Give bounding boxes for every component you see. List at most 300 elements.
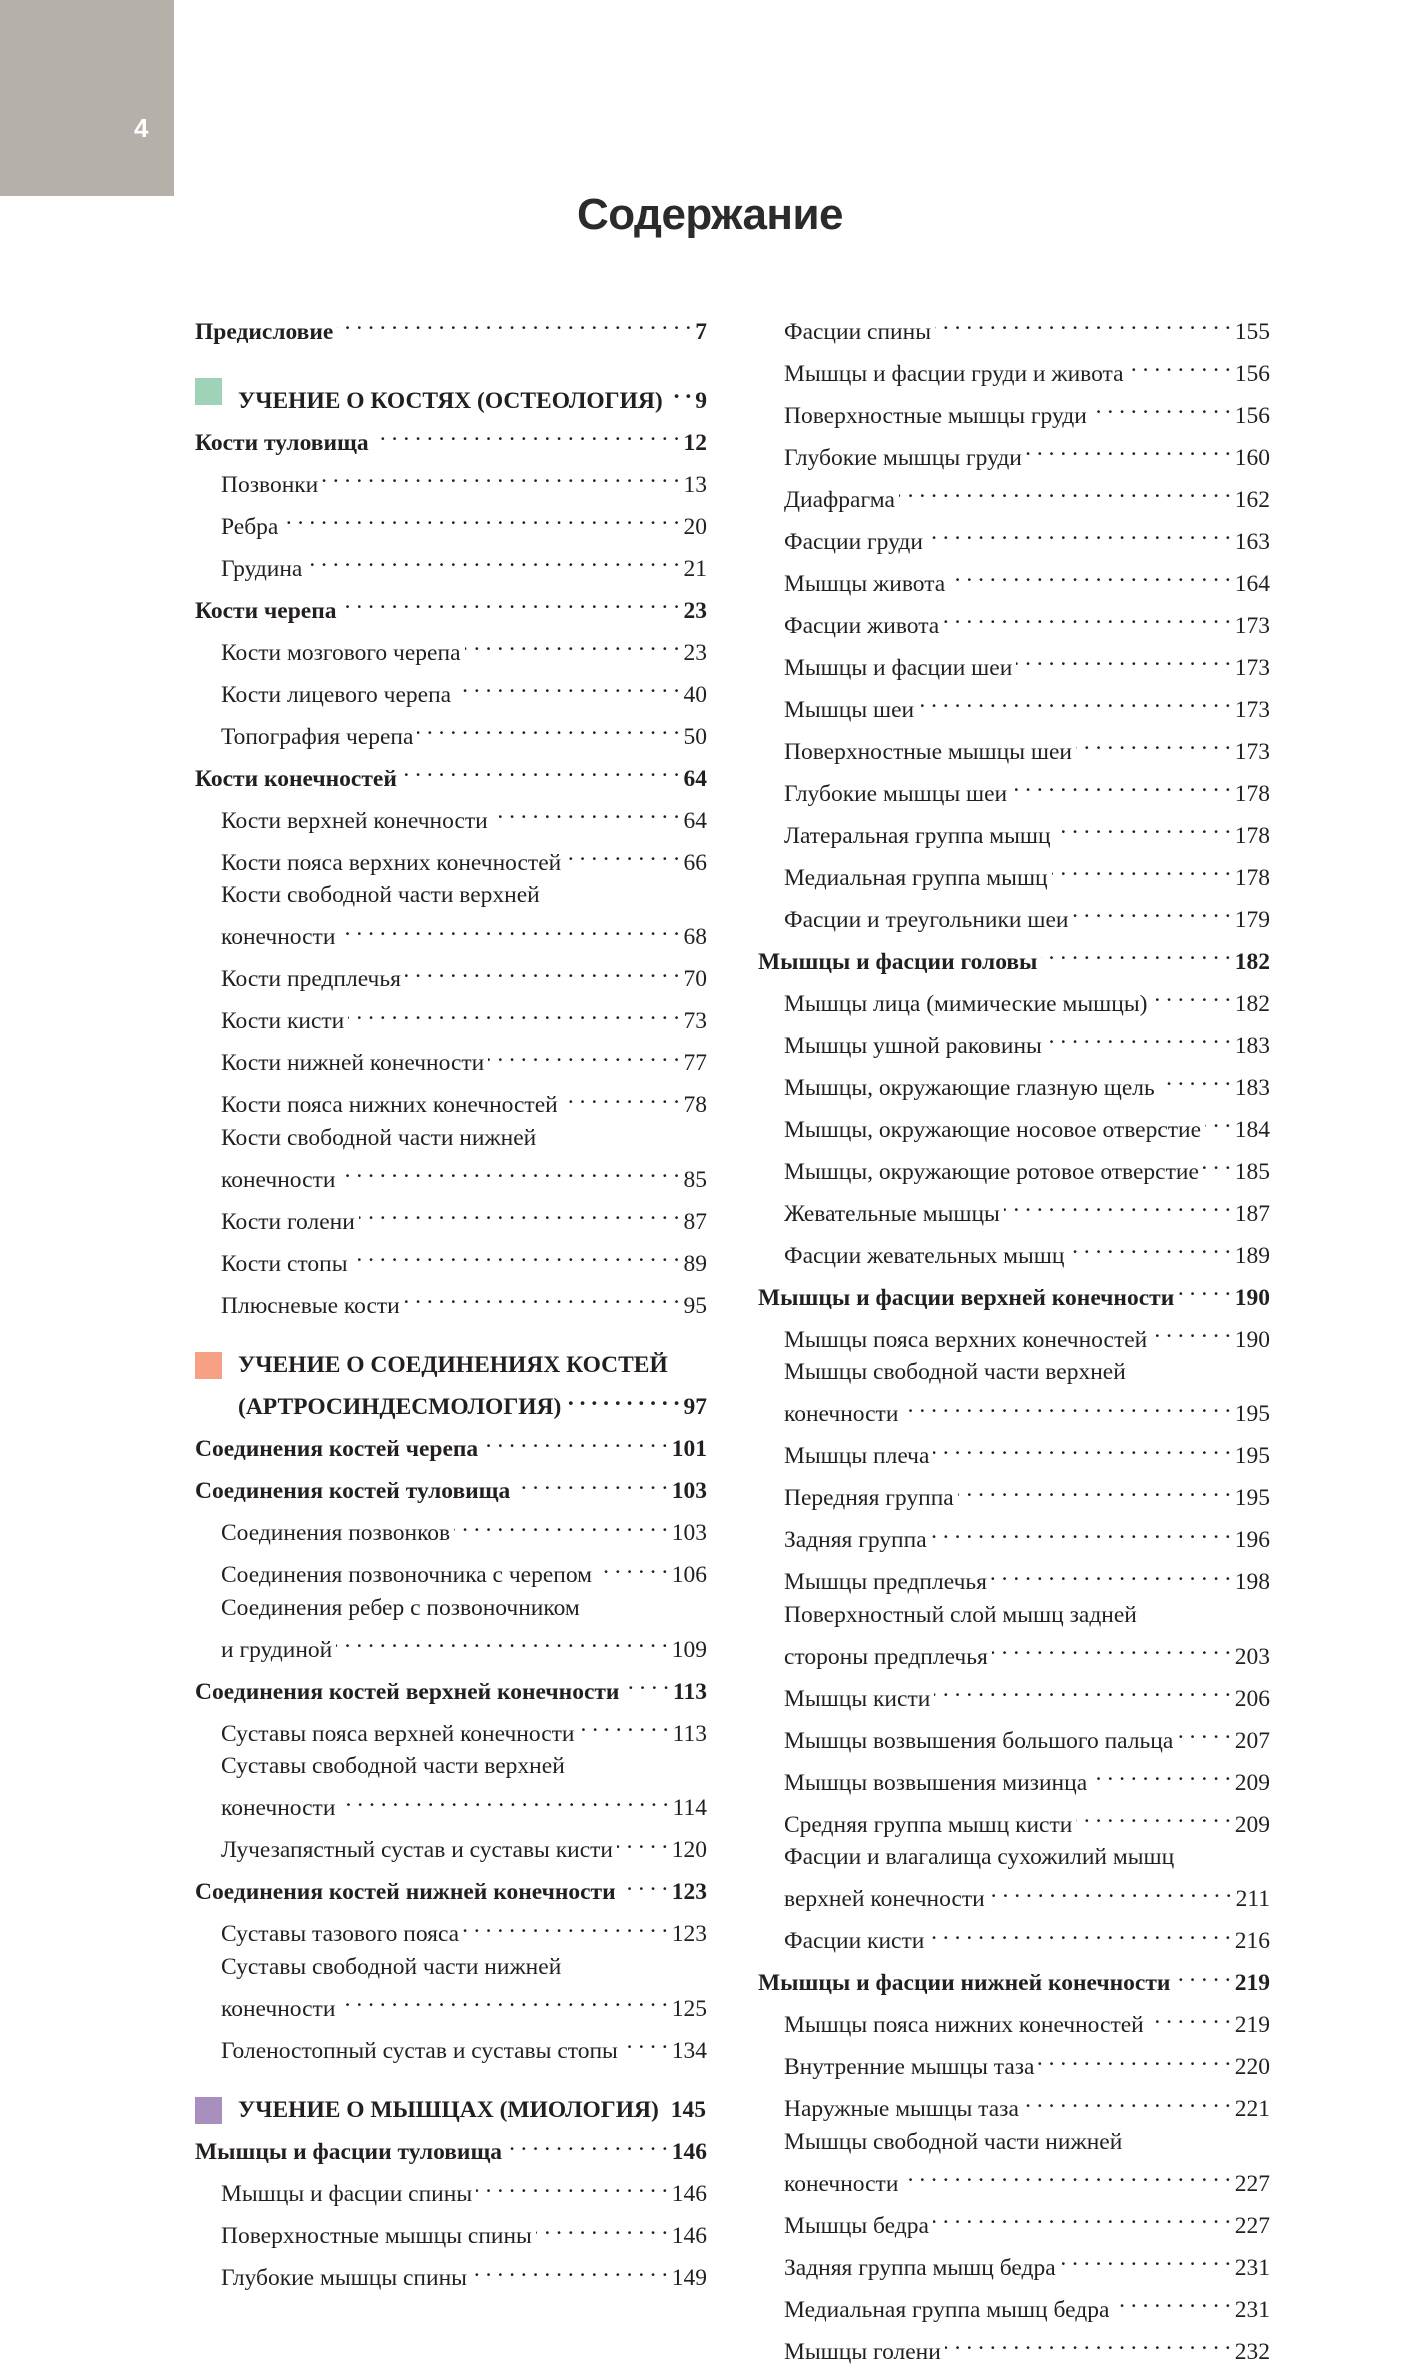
toc-entry-page: 178 <box>1235 778 1270 811</box>
toc-entry-title: Поверхностные мышцы спины <box>221 2220 532 2253</box>
leader-dots <box>492 795 680 828</box>
toc-entry-title: Мышцы пояса нижних конечностей <box>784 2009 1144 2042</box>
leader-dots <box>352 1238 680 1271</box>
toc-entry[interactable] <box>195 543 707 585</box>
toc-entry-page: 221 <box>1235 2093 1270 2126</box>
toc-entry[interactable] <box>758 390 1270 432</box>
toc-entry-page: 232 <box>1235 2336 1270 2368</box>
toc-entry-page: 227 <box>1235 2210 1270 2243</box>
toc-entry[interactable] <box>758 600 1270 642</box>
toc-entry-page: 7 <box>695 316 707 349</box>
toc-entry[interactable] <box>758 1631 1270 1673</box>
leader-dots <box>918 684 1231 717</box>
toc-entry[interactable] <box>758 1062 1270 1104</box>
leader-dots <box>1177 1715 1230 1748</box>
toc-myology-list <box>195 2127 707 2295</box>
toc-entry-page: 206 <box>1235 1683 1270 1716</box>
leader-dots <box>417 711 679 744</box>
toc-entry-page: 21 <box>684 553 708 586</box>
toc-entry-page: 89 <box>684 1248 708 1281</box>
toc-entry-page: 155 <box>1235 316 1270 349</box>
toc-entry[interactable] <box>758 852 1270 894</box>
leader-dots <box>617 1825 668 1858</box>
toc-entry[interactable] <box>758 1020 1270 1062</box>
leader-dots <box>620 1867 668 1900</box>
toc-entry[interactable] <box>758 978 1270 1020</box>
toc-entry-title: Кости мозгового черепа <box>221 637 461 670</box>
toc-entry-title: Соединения костей верхней конечности <box>195 1676 619 1709</box>
toc-entry[interactable] <box>195 417 707 459</box>
toc-entry-preface[interactable] <box>195 306 707 348</box>
toc-entry[interactable] <box>195 1080 707 1122</box>
page-title: Содержание <box>0 190 1420 240</box>
toc-entry[interactable] <box>758 1389 1270 1431</box>
toc-entry[interactable] <box>195 2025 707 2067</box>
leader-dots <box>1011 768 1231 801</box>
toc-entry-page: 77 <box>684 1047 708 1080</box>
leader-dots <box>1174 1958 1230 1991</box>
leader-dots <box>1072 894 1230 927</box>
toc-entry[interactable] <box>195 1867 707 1909</box>
leader-dots <box>455 669 679 702</box>
leader-dots <box>927 516 1231 549</box>
leader-dots <box>902 2158 1230 2191</box>
toc-entry[interactable] <box>195 1196 707 1238</box>
toc-entry-page: 40 <box>684 679 708 712</box>
leader-dots <box>373 417 680 450</box>
toc-entry-title: Мышцы, окружающие носовое отверстие <box>784 1114 1201 1147</box>
toc-entry-title: Мышцы и фасции груди и живота <box>784 358 1124 391</box>
toc-entry[interactable] <box>195 996 707 1038</box>
toc-entry[interactable] <box>758 1431 1270 1473</box>
toc-arthrology-list <box>195 1424 707 2068</box>
toc-entry[interactable] <box>195 795 707 837</box>
toc-entry-title: и грудиной <box>221 1634 332 1667</box>
toc-entry[interactable] <box>195 1424 707 1466</box>
toc-section-osteology[interactable] <box>195 375 707 417</box>
toc-entry-page: 207 <box>1235 1725 1270 1758</box>
toc-entry[interactable] <box>758 558 1270 600</box>
toc-entry[interactable] <box>758 2000 1270 2042</box>
toc-entry[interactable] <box>195 1154 707 1196</box>
leader-dots <box>1038 2042 1230 2075</box>
toc-entry[interactable] <box>758 1715 1270 1757</box>
toc-entry-page: 209 <box>1235 1809 1270 1842</box>
toc-entry-title: Плюсневые кости <box>221 1290 400 1323</box>
toc-entry[interactable] <box>195 1508 707 1550</box>
toc-entry[interactable] <box>195 2127 707 2169</box>
toc-entry-title: Кости стопы <box>221 1248 348 1281</box>
leader-dots <box>1060 2242 1231 2275</box>
toc-entry-page: 85 <box>684 1164 708 1197</box>
toc-entry[interactable] <box>758 726 1270 768</box>
toc-entry[interactable] <box>758 306 1270 348</box>
toc-entry[interactable] <box>758 2326 1270 2368</box>
toc-entry[interactable] <box>758 2084 1270 2126</box>
toc-entry-title: Мышцы возвышения мизинца <box>784 1767 1087 1800</box>
toc-entry-title-line1: Поверхностный слой мышц задней <box>758 1599 1270 1632</box>
leader-dots <box>465 627 680 660</box>
leader-dots <box>1004 1188 1231 1221</box>
toc-entry-title: Мышцы кисти <box>784 1683 930 1716</box>
toc-entry-title-line1: Суставы свободной части верхней <box>195 1750 707 1783</box>
toc-entry-page: 23 <box>684 595 708 628</box>
toc-entry-page: 203 <box>1235 1641 1270 1674</box>
leader-dots <box>1052 852 1231 885</box>
leader-dots <box>1151 978 1230 1011</box>
toc-entry-page: 20 <box>684 511 708 544</box>
toc-entry[interactable] <box>758 2200 1270 2242</box>
toc-entry[interactable] <box>758 1272 1270 1314</box>
leader-dots <box>1151 1314 1231 1347</box>
toc-entry-title: Мышцы шеи <box>784 694 914 727</box>
toc-entry-page: 146 <box>672 2136 707 2169</box>
toc-entry-page: 64 <box>684 763 708 796</box>
toc-entry-page: 219 <box>1235 2009 1270 2042</box>
toc-entry-page: 195 <box>1235 1482 1270 1515</box>
toc-entry[interactable] <box>758 1958 1270 2000</box>
toc-entry[interactable] <box>195 669 707 711</box>
toc-entry-page: 66 <box>684 847 708 880</box>
toc-entry-title: Фасции жевательных мышц <box>784 1240 1064 1273</box>
toc-entry-page: 113 <box>673 1718 707 1751</box>
toc-entry-title: Жевательные мышцы <box>784 1198 1000 1231</box>
toc-entry-title-line1: Мышцы свободной части верхней <box>758 1356 1270 1389</box>
leader-dots <box>989 1874 1232 1907</box>
toc-entry-title: Средняя группа мышц кисти <box>784 1809 1072 1842</box>
toc-entry[interactable] <box>758 1799 1270 1841</box>
toc-entry-title: Мышцы пояса верхних конечностей <box>784 1324 1147 1357</box>
toc-entry-title: Кости кисти <box>221 1005 344 1038</box>
toc-entry[interactable] <box>758 474 1270 516</box>
toc-entry-page: 211 <box>1236 1883 1270 1916</box>
toc-entry[interactable] <box>758 1673 1270 1715</box>
toc-entry-title: Соединения костей черепа <box>195 1433 478 1466</box>
toc-entry-page: 156 <box>1235 400 1270 433</box>
toc-entry-page: 68 <box>684 921 708 954</box>
toc-entry-title: Соединения позвоночника с черепом <box>221 1559 592 1592</box>
leader-dots <box>562 1080 680 1113</box>
leader-dots <box>623 1666 669 1699</box>
toc-entry-page: 109 <box>672 1634 707 1667</box>
toc-entry-page: 103 <box>672 1517 707 1550</box>
toc-entry-title: конечности <box>221 921 335 954</box>
leader-dots <box>935 306 1231 339</box>
toc-entry[interactable] <box>195 459 707 501</box>
toc-entry-title: Предисловие <box>195 316 333 349</box>
toc-entry[interactable] <box>758 1314 1270 1356</box>
toc-entry-title-line1: Соединения ребер с позвоночником <box>195 1592 707 1625</box>
toc-entry[interactable] <box>758 2042 1270 2084</box>
toc-entry[interactable] <box>758 2284 1270 2326</box>
section-title: УЧЕНИЕ О МЫШЦАХ (МИОЛОГИЯ) <box>238 2094 659 2127</box>
leader-dots <box>306 543 679 576</box>
toc-entry-page: 173 <box>1235 610 1270 643</box>
leader-dots <box>1205 1104 1231 1137</box>
leader-dots <box>667 375 692 408</box>
toc-entry-page: 164 <box>1235 568 1270 601</box>
toc-entry[interactable] <box>195 1550 707 1592</box>
toc-entry-page: 198 <box>1235 1566 1270 1599</box>
leader-dots <box>596 1550 668 1583</box>
toc-entry-title-line1: Мышцы свободной части нижней <box>758 2126 1270 2159</box>
leader-dots <box>945 2326 1231 2359</box>
section-title-line1: УЧЕНИЕ О СОЕДИНЕНИЯХ КОСТЕЙ <box>238 1349 707 1382</box>
toc-entry[interactable] <box>758 1473 1270 1515</box>
toc-entry-page: 195 <box>1235 1440 1270 1473</box>
toc-entry-page: 113 <box>673 1676 707 1709</box>
toc-entry-page: 146 <box>672 2220 707 2253</box>
toc-entry[interactable] <box>758 768 1270 810</box>
toc-entry-title: конечности <box>221 1164 335 1197</box>
leader-dots <box>339 912 679 945</box>
toc-entry-title: Суставы пояса верхней конечности <box>221 1718 574 1751</box>
toc-entry[interactable] <box>758 2242 1270 2284</box>
toc-entry-page: 162 <box>1235 484 1270 517</box>
leader-dots <box>992 1631 1231 1664</box>
leader-dots <box>899 474 1231 507</box>
page-number-tab <box>0 0 174 196</box>
toc-entry[interactable] <box>758 516 1270 558</box>
toc-entry[interactable] <box>195 585 707 627</box>
leader-dots <box>1159 1062 1231 1095</box>
toc-entry-title: Медиальная группа мышц бедра <box>784 2294 1109 2327</box>
toc-entry-page: 146 <box>672 2178 707 2211</box>
toc-entry-title: Мышцы и фасции туловища <box>195 2136 502 2169</box>
toc-entry[interactable] <box>758 348 1270 390</box>
toc-entry-title: Поверхностные мышцы шеи <box>784 736 1072 769</box>
leader-dots <box>482 1424 668 1457</box>
toc-entry-page: 160 <box>1235 442 1270 475</box>
leader-dots <box>322 459 679 492</box>
toc-entry[interactable] <box>758 1104 1270 1146</box>
leader-dots <box>565 837 679 870</box>
toc-entry[interactable] <box>195 837 707 879</box>
toc-entry-title: Наружные мышцы таза <box>784 2093 1019 2126</box>
toc-entry-title: Фасции спины <box>784 316 931 349</box>
toc-entry-title: Фасции груди <box>784 526 923 559</box>
toc-entry-page: 101 <box>672 1433 707 1466</box>
toc-entry[interactable] <box>758 1515 1270 1557</box>
leader-dots <box>943 600 1231 633</box>
toc-entry-title: Суставы тазового пояса <box>221 1918 459 1951</box>
toc-entry-title: конечности <box>221 1993 335 2026</box>
toc-entry-page: 220 <box>1235 2051 1270 2084</box>
toc-entry[interactable] <box>195 1466 707 1508</box>
toc-entry-title: Медиальная группа мышц <box>784 862 1048 895</box>
toc-entry-title: Глубокие мышцы спины <box>221 2262 467 2295</box>
leader-dots <box>401 753 680 786</box>
toc-entry-title: Соединения позвонков <box>221 1517 450 1550</box>
leader-dots <box>359 1196 680 1229</box>
section-page: 97 <box>684 1391 708 1424</box>
toc-entry[interactable] <box>195 753 707 795</box>
toc-entry-title: Кости туловища <box>195 427 369 460</box>
leader-dots <box>405 954 680 987</box>
toc-entry[interactable] <box>195 1909 707 1951</box>
toc-entry-page: 227 <box>1235 2168 1270 2201</box>
toc-entry-title: Глубокие мышцы груди <box>784 442 1022 475</box>
toc-entry[interactable] <box>758 1188 1270 1230</box>
toc-entry[interactable] <box>758 2158 1270 2200</box>
toc-entry[interactable] <box>758 936 1270 978</box>
toc-entry-title: Кости пояса нижних конечностей <box>221 1089 558 1122</box>
leader-dots <box>506 2127 668 2160</box>
toc-entry[interactable] <box>758 684 1270 726</box>
toc-entry[interactable] <box>195 2169 707 2211</box>
toc-entry-title: Задняя группа мышц бедра <box>784 2252 1056 2285</box>
toc-entry-page: 187 <box>1235 1198 1270 1231</box>
toc-entry-page: 173 <box>1235 652 1270 685</box>
toc-entry[interactable] <box>195 1783 707 1825</box>
toc-entry-title: Мышцы, окружающие ротовое отверстие <box>784 1156 1199 1189</box>
toc-entry-title: Поверхностные мышцы груди <box>784 400 1087 433</box>
leader-dots <box>282 501 679 534</box>
toc-entry-page: 173 <box>1235 736 1270 769</box>
leader-dots <box>1113 2284 1230 2317</box>
toc-entry-page: 123 <box>672 1876 707 1909</box>
toc-entry-title: Кости нижней конечности <box>221 1047 484 1080</box>
leader-dots <box>1091 1757 1231 1790</box>
toc-entry-title-line1: Фасции и влагалища сухожилий мышц <box>758 1841 1270 1874</box>
leader-dots <box>337 306 691 339</box>
toc-entry[interactable] <box>195 1708 707 1750</box>
leader-dots <box>488 1038 679 1071</box>
toc-entry-page: 134 <box>672 2035 707 2068</box>
toc-entry[interactable] <box>195 1983 707 2025</box>
leader-dots <box>933 1431 1230 1464</box>
toc-entry-title: Грудина <box>221 553 302 586</box>
toc-right-list <box>758 306 1270 2368</box>
toc-entry-page: 209 <box>1235 1767 1270 1800</box>
toc-entry[interactable] <box>195 627 707 669</box>
section-color-marker <box>195 1352 222 1379</box>
toc-entry-title: Кости пояса верхних конечностей <box>221 847 561 880</box>
toc-entry[interactable] <box>195 1666 707 1708</box>
toc-entry-page: 219 <box>1235 1967 1270 2000</box>
leader-dots <box>1203 1146 1231 1179</box>
leader-dots <box>934 1673 1230 1706</box>
toc-entry-title: Мышцы и фасции спины <box>221 2178 472 2211</box>
toc-entry[interactable] <box>758 894 1270 936</box>
toc-entry-page: 231 <box>1235 2294 1270 2327</box>
leader-dots <box>1046 1020 1231 1053</box>
toc-entry[interactable] <box>758 1757 1270 1799</box>
leader-dots <box>339 1154 679 1187</box>
toc-entry-title-line1: Суставы свободной части нижней <box>195 1951 707 1984</box>
leader-dots <box>1076 1799 1230 1832</box>
leader-dots <box>949 558 1231 591</box>
leader-dots <box>471 2253 668 2286</box>
toc-entry-title: стороны предплечья <box>784 1641 988 1674</box>
section-page: 145 <box>671 2094 706 2127</box>
toc-entry-page: 123 <box>672 1918 707 1951</box>
toc-entry-page: 156 <box>1235 358 1270 391</box>
toc-entry[interactable] <box>758 432 1270 474</box>
toc-entry-title: Передняя группа <box>784 1482 954 1515</box>
leader-dots <box>1148 2000 1231 2033</box>
toc-entry-title: Топография черепа <box>221 721 413 754</box>
toc-entry-title: Мышцы и фасции верхней конечности <box>758 1282 1174 1315</box>
toc-entry[interactable] <box>195 1238 707 1280</box>
leader-dots <box>933 2200 1231 2233</box>
toc-osteology-list <box>195 417 707 1322</box>
toc-entry-page: 12 <box>684 427 708 460</box>
toc-entry-title: Диафрагма <box>784 484 895 517</box>
toc-entry[interactable] <box>758 810 1270 852</box>
toc-entry-page: 103 <box>672 1475 707 1508</box>
toc-entry-page: 70 <box>684 963 708 996</box>
leader-dots <box>928 1916 1230 1949</box>
toc-entry-title: Мышцы и фасции головы <box>758 946 1037 979</box>
toc-entry[interactable] <box>195 954 707 996</box>
toc-entry-title: Мышцы возвышения большого пальца <box>784 1725 1173 1758</box>
leader-dots <box>1068 1230 1230 1263</box>
toc-entry-page: 183 <box>1235 1072 1270 1105</box>
toc-entry-page: 189 <box>1235 1240 1270 1273</box>
toc-entry-page: 196 <box>1235 1524 1270 1557</box>
toc-entry-title: Мышцы и фасции нижней конечности <box>758 1967 1170 2000</box>
toc-entry[interactable] <box>758 1874 1270 1916</box>
toc-entry-page: 64 <box>684 805 708 838</box>
toc-entry-title: Внутренние мышцы таза <box>784 2051 1034 2084</box>
toc-section-myology[interactable] <box>195 2094 707 2127</box>
toc-entry[interactable] <box>195 1825 707 1867</box>
toc-left-column <box>195 306 707 2295</box>
toc-entry[interactable] <box>758 642 1270 684</box>
toc-entry[interactable] <box>195 501 707 543</box>
toc-entry[interactable] <box>758 1230 1270 1272</box>
toc-entry[interactable] <box>758 1146 1270 1188</box>
toc-entry[interactable] <box>195 1280 707 1322</box>
toc-entry[interactable] <box>758 1557 1270 1599</box>
toc-entry-title: Голеностопный сустав и суставы стопы <box>221 2035 618 2068</box>
toc-entry-page: 95 <box>684 1290 708 1323</box>
leader-dots <box>1041 936 1230 969</box>
toc-entry-title: Фасции кисти <box>784 1925 924 1958</box>
toc-entry-page: 182 <box>1235 988 1270 1021</box>
toc-entry-page: 179 <box>1235 904 1270 937</box>
toc-entry[interactable] <box>195 1038 707 1080</box>
leader-dots <box>476 2169 668 2202</box>
toc-entry-page: 125 <box>672 1993 707 2026</box>
section-page: 9 <box>695 385 707 418</box>
toc-entry[interactable] <box>195 1624 707 1666</box>
toc-entry-page: 106 <box>672 1559 707 1592</box>
toc-entry[interactable] <box>195 711 707 753</box>
toc-entry-title: Кости конечностей <box>195 763 397 796</box>
leader-dots <box>1091 390 1231 423</box>
toc-entry-title: Кости лицевого черепа <box>221 679 451 712</box>
section-color-marker <box>195 378 222 405</box>
toc-entry[interactable] <box>195 2253 707 2295</box>
toc-entry[interactable] <box>195 2211 707 2253</box>
leader-dots <box>463 1909 668 1942</box>
toc-entry-page: 182 <box>1235 946 1270 979</box>
toc-entry[interactable] <box>758 1916 1270 1958</box>
toc-entry-page: 195 <box>1235 1398 1270 1431</box>
toc-entry-title: Мышцы предплечья <box>784 1566 987 1599</box>
toc-entry-page: 190 <box>1235 1282 1270 1315</box>
toc-section-arthrology[interactable] <box>195 1349 707 1424</box>
toc-entry-title: Кости верхней конечности <box>221 805 488 838</box>
toc-entry-title: Фасции живота <box>784 610 939 643</box>
toc-entry[interactable] <box>195 912 707 954</box>
section-title: УЧЕНИЕ О КОСТЯХ (ОСТЕОЛОГИЯ) <box>238 385 663 418</box>
toc-entry-title-line1: Кости свободной части верхней <box>195 879 707 912</box>
toc-entry-title-line1: Кости свободной части нижней <box>195 1122 707 1155</box>
toc-entry-title: Кости черепа <box>195 595 336 628</box>
